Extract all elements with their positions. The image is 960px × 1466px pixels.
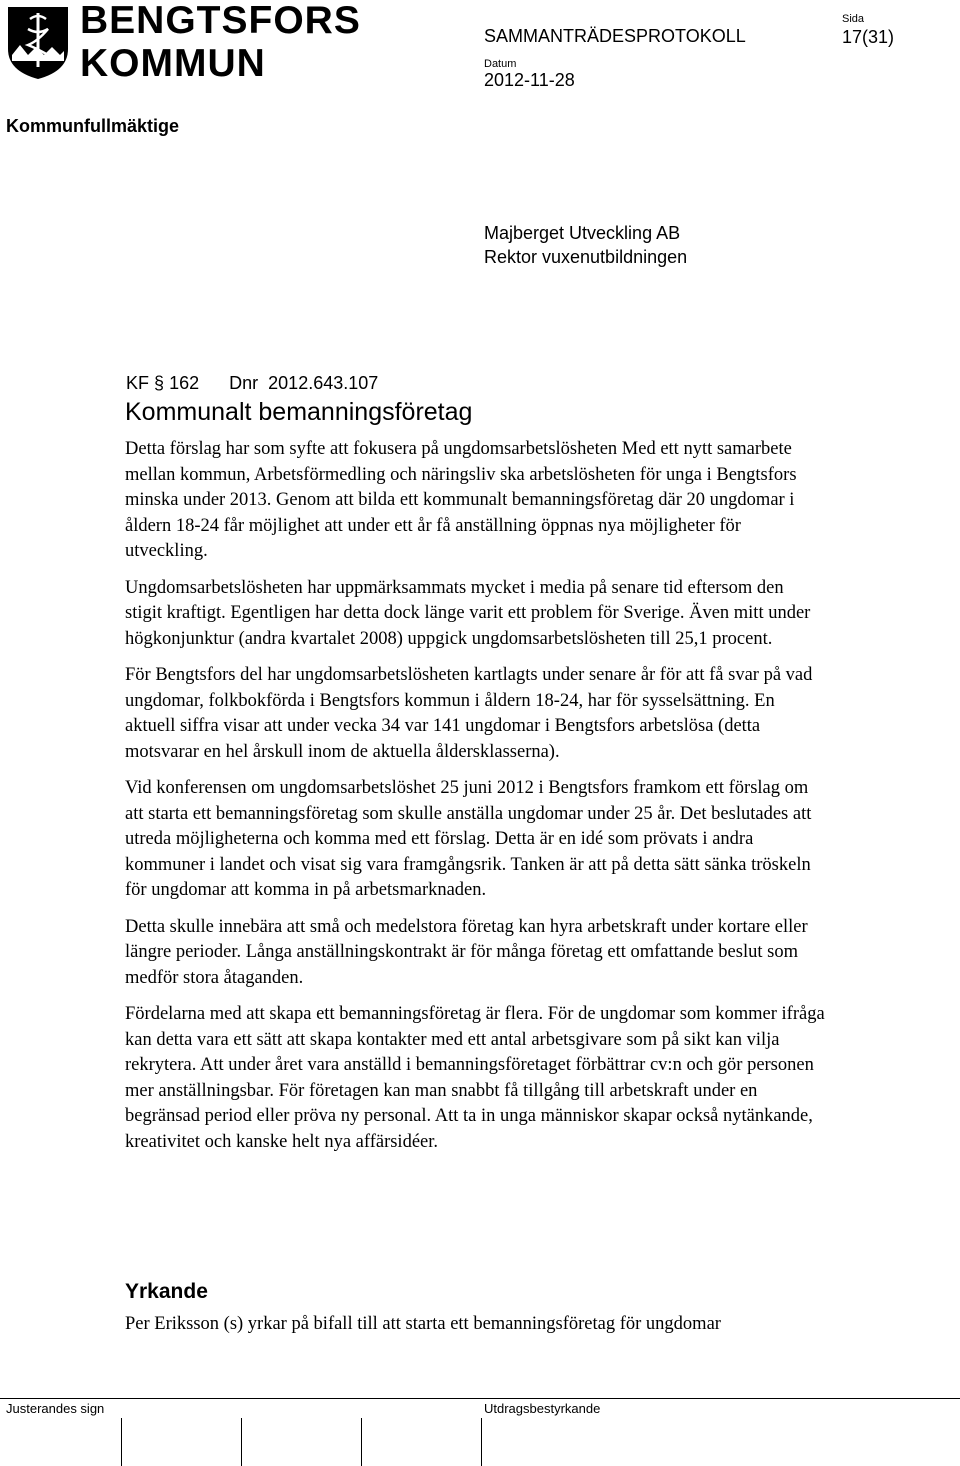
page-number: 17(31)	[842, 27, 895, 47]
body-paragraph: Detta skulle innebära att små och medelstora företag kan hyra arbetskraft under kortare eller längre perioder. Långa anställningskontrakt är för många företag ett omfattande beslut som medför stora åtaganden.	[125, 916, 808, 988]
body-paragraph: Fördelarna med att skapa ett bemanningsföretag är flera. För de ungdomar som kommer ifråga kan detta vara ett sätt att skapa kontakter med ett antal arbetsgivare som på sikt kan vilja rekrytera. Att under året vara anställd i bemanningsföretaget förbättrar cv:n och gör personen mer anställningsbar. För företagen kan man snabbt få tillgång till arbetskraft under en begränsad period eller pröva ny personal. Att ta in unga människor skapar också nytänkande, kreativitet och kanske helt nya affärsidéer.	[125, 1004, 825, 1152]
case-body-text	[125, 437, 825, 1166]
logo-line-2: KOMMUN	[80, 42, 266, 85]
recipient-item: Rektor vuxenutbildningen	[484, 247, 688, 267]
recipient-item: Majberget Utveckling AB	[484, 223, 681, 243]
signature-label: Justerandes sign	[6, 1401, 105, 1416]
motion-heading: Yrkande	[125, 1280, 208, 1303]
page-label: Sida	[842, 13, 865, 25]
signature-box-divider	[361, 1418, 362, 1466]
motion-text: Per Eriksson (s) yrkar på bifall till att starta ett bemanningsföretag för ungdomar	[125, 1314, 721, 1334]
signature-box-divider	[481, 1418, 482, 1466]
body-paragraph: Vid konferensen om ungdomsarbetslöshet 25 juni 2012 i Bengtsfors framkom ett förslag om att starta ett bemanningsföretag som skulle anställa ungdomar under 25 år. Det beslutades att utreda möjligheterna och komma med ett förslag. Detta är en idé som prövats i andra kommuner i landet och visat sig vara framgångsrik. Tanken är att på detta sätt sänka tröskeln för ungdomar att komma in på arbetsmarknaden.	[125, 778, 812, 900]
case-title: Kommunalt bemanningsföretag	[125, 398, 473, 426]
signature-box-divider	[121, 1418, 122, 1466]
body-paragraph: Detta förslag har som syfte att fokusera på ungdomsarbetslösheten Med ett nytt samarbete mellan kommun, Arbetsförmedling och näringsliv ska arbetslösheten för unga i Bengtsfors minska under 2013. Genom att bilda ett kommunalt bemanningsföretag där 20 ungdomar i åldern 18-24 får möjlighet att under ett år få anställning öppnas nya möjligheter för utveckling.	[125, 439, 797, 561]
case-reference	[126, 373, 378, 394]
footer-divider	[0, 1398, 960, 1399]
municipality-logo-text	[80, 0, 361, 85]
section-sign: §	[154, 373, 165, 393]
logo-line-1: BENGTSFORS	[80, 0, 361, 42]
date-label: Datum	[484, 58, 517, 70]
recipient-list	[484, 221, 687, 269]
date-value: 2012-11-28	[484, 70, 575, 90]
certification-label: Utdragsbestyrkande	[484, 1401, 601, 1416]
signature-box-divider	[241, 1418, 242, 1466]
dnr-number: 2012.643.107	[268, 373, 379, 393]
dnr-label: Dnr	[229, 373, 259, 393]
body-paragraph: För Bengtsfors del har ungdomsarbetslösheten kartlagts under senare år för att få svar på vad ungdomar, folkbokförda i Bengtsfors kommun i åldern 18-24, har för sysselsättning. En aktuell siffra visar att under vecka 34 var 141 ungdomar i Bengtsfors arbetslösa (detta motsvarar en hel årskull inom de aktuella åldersklasserna).	[125, 665, 813, 762]
kf-label: KF	[126, 373, 150, 393]
decision-body-name: Kommunfullmäktige	[6, 116, 180, 136]
municipal-coat-of-arms-icon	[6, 5, 70, 81]
kf-number: 162	[169, 373, 200, 393]
body-paragraph: Ungdomsarbetslösheten har uppmärksammats mycket i media på senare tid eftersom den stigit kraftigt. Egentligen har detta dock länge varit ett problem för Sverige. Även mitt under högkonjunktur (andra kvartalet 2008) uppgick ungdomsarbetslösheten till 25,1 procent.	[125, 577, 811, 649]
document-type: SAMMANTRÄDESPROTOKOLL	[484, 26, 746, 46]
